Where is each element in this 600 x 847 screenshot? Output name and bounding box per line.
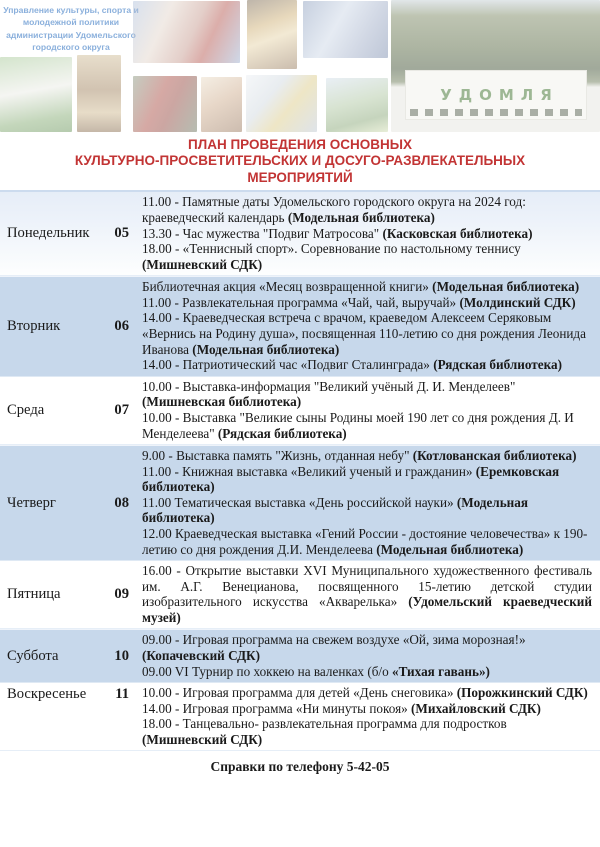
event-text: 10.00 - Выставка "Великие сыны Родины моей 190 лет со дня рождения Д. И Менделеева" — [142, 409, 574, 441]
event-text: 11.00 Тематическая выставка «День российской науки» — [142, 494, 457, 510]
events-cell — [142, 446, 600, 560]
event-location: (Мишневский СДК) — [142, 256, 263, 272]
event-location: (Модельная библиотека) — [287, 209, 435, 225]
day-cell — [0, 630, 142, 682]
photo-festival-crowd — [133, 1, 240, 63]
event-text: 12.00 Краеведческая выставка «Гений России - достояние человечества» к 190-летию со дня рождения Д.И. Менделеева — [142, 525, 588, 557]
event-item — [142, 357, 592, 373]
event-item — [142, 464, 592, 495]
photo-children-painting — [201, 77, 242, 132]
schedule-table — [0, 190, 600, 751]
event-location: (Молдинский СДК) — [459, 294, 576, 310]
event-location: (Модельная библиотека) — [142, 494, 529, 526]
event-location: (Еремковская библиотека) — [142, 463, 560, 495]
events-cell — [142, 630, 600, 682]
day-name: Среда — [7, 401, 45, 418]
event-item — [142, 194, 592, 225]
event-text: 09.00 VI Турнир по хоккею на валенках (б/о — [142, 663, 392, 679]
event-text: 11.00 - Развлекательная программа «Чай, чай, выручай» — [142, 294, 460, 310]
day-number: 11 — [115, 686, 129, 703]
event-location: (Мишневский СДК) — [142, 731, 263, 747]
event-text: 14.00 - Патриотический час «Подвиг Сталинграда» — [142, 357, 434, 373]
day-number: 05 — [114, 225, 129, 242]
footer-phone-note: Справки по телефону 5-42-05 — [210, 759, 390, 775]
photo-portrait-painting — [247, 0, 297, 69]
event-location: (Модельная библиотека) — [432, 279, 580, 295]
event-location: (Рядская библиотека) — [217, 425, 347, 441]
photo-udomlya-town-sign — [391, 0, 600, 132]
event-item — [142, 632, 592, 663]
day-name: Вторник — [7, 318, 61, 335]
table-row — [0, 192, 600, 276]
event-text: 14.00 - Краеведческая встреча с врачом, краеведом Алексеем Серяковым «Вернись на Родину душа», посвященная 110-летию со дня рождения Леонида Иванова — [142, 310, 586, 357]
event-item — [142, 279, 592, 295]
event-location: (Копачевский СДК) — [142, 648, 260, 664]
town-sign-wall — [405, 70, 587, 120]
event-item — [142, 701, 592, 717]
event-location: (Удомельский краеведческий музей) — [142, 594, 592, 625]
photo-wooden-sculpture — [77, 55, 121, 132]
event-location: «Тихая гавань») — [391, 663, 490, 679]
table-row — [0, 445, 600, 561]
event-item — [142, 563, 592, 625]
event-item — [142, 526, 592, 557]
day-number: 10 — [114, 647, 129, 664]
event-text: 18.00 - Танцевально- развлекательная программа для подростков — [142, 716, 507, 732]
photo-winter-scene — [246, 75, 317, 132]
page-title — [10, 137, 590, 186]
event-item — [142, 295, 592, 311]
table-row — [0, 276, 600, 376]
photo-red-train — [133, 76, 197, 132]
event-text: 10.00 - Игровая программа для детей «День снеговика» — [142, 685, 457, 701]
event-text: Библиотечная акция «Месяц возвращенной книги» — [142, 279, 433, 295]
table-row — [0, 377, 600, 445]
day-number: 09 — [114, 586, 129, 603]
event-text: 11.00 - Памятные даты Удомельского городского округа на 2024 год: краеведческий календарь — [142, 194, 526, 225]
day-number: 08 — [114, 494, 129, 511]
page-title-line: ПЛАН ПРОВЕДЕНИЯ ОСНОВНЫХ — [188, 137, 412, 152]
day-cell — [0, 192, 142, 275]
day-number: 06 — [114, 318, 129, 335]
day-cell — [0, 561, 142, 628]
photo-children-on-grass — [0, 57, 72, 132]
events-cell — [142, 683, 600, 750]
event-location: (Касковская библиотека) — [382, 225, 533, 241]
event-item — [142, 226, 592, 242]
event-item — [142, 310, 592, 357]
event-item — [142, 664, 592, 680]
event-item — [142, 448, 592, 464]
event-item — [142, 685, 592, 701]
event-location: (Мишневская библиотека) — [142, 394, 302, 410]
event-location: (Котлованская библиотека) — [412, 448, 577, 464]
photo-group-people — [303, 1, 388, 58]
day-cell — [0, 683, 142, 750]
event-text: 10.00 - Выставка-информация "Великий учёный Д. И. Менделеев" — [142, 378, 516, 394]
table-row — [0, 629, 600, 683]
event-text: 09.00 - Игровая программа на свежем воздухе «Ой, зима морозная!» — [142, 632, 526, 648]
table-row — [0, 561, 600, 629]
day-name: Четверг — [7, 494, 56, 511]
page-title-line: МЕРОПРИЯТИЙ — [247, 169, 353, 185]
day-name: Пятница — [7, 586, 61, 603]
events-cell — [142, 377, 600, 444]
day-cell — [0, 446, 142, 560]
header-collage — [0, 0, 600, 132]
day-cell — [0, 377, 142, 444]
photo-landscape — [326, 78, 388, 132]
event-item — [142, 495, 592, 526]
day-cell — [0, 277, 142, 375]
events-cell — [142, 277, 600, 375]
event-text: 9.00 - Выставка память "Жизнь, отданная небу" — [142, 448, 413, 464]
event-item — [142, 716, 592, 747]
event-location: (Модельная библиотека) — [376, 541, 524, 557]
event-text: 18.00 - «Теннисный спорт». Соревнование по настольному теннису — [142, 241, 521, 257]
event-location: (Рядская библиотека) — [433, 357, 562, 373]
page-title-line: КУЛЬТУРНО-ПРОСВЕТИТЕЛЬСКИХ И ДОСУГО-РАЗВЛЕКАТЕЛЬНЫХ — [74, 153, 526, 169]
event-text: 11.00 - Книжная выставка «Великий ученый и гражданин» — [142, 463, 476, 479]
table-row — [0, 683, 600, 751]
event-item — [142, 410, 592, 441]
event-item — [142, 241, 592, 272]
event-location: (Порожкинский СДК) — [456, 685, 588, 701]
town-sign-text: УДОМЛЯ — [440, 86, 559, 104]
events-cell — [142, 561, 600, 628]
organization-title: Управление культуры, спорта и молодежной политики администрации Удомельского городского округа — [3, 5, 139, 53]
event-item — [142, 379, 592, 410]
events-cell — [142, 192, 600, 275]
event-location: (Михайловский СДК) — [411, 700, 541, 716]
day-number: 07 — [114, 401, 129, 418]
event-location: (Модельная библиотека) — [192, 341, 340, 357]
day-name: Понедельник — [7, 225, 90, 242]
day-name: Воскресенье — [7, 686, 87, 703]
event-text: 16.00 - Открытие выставки XVI Муниципального художественного фестиваль им. А.Г. Венецианова, посвященного 15-летию детской студии изобразительного искусства «Акварелька» — [142, 563, 592, 610]
day-name: Суббота — [7, 647, 59, 664]
event-text: 13.30 - Час мужества "Подвиг Матросова" — [142, 225, 383, 241]
event-text: 14.00 - Игровая программа «Ни минуты покоя» — [142, 700, 412, 716]
